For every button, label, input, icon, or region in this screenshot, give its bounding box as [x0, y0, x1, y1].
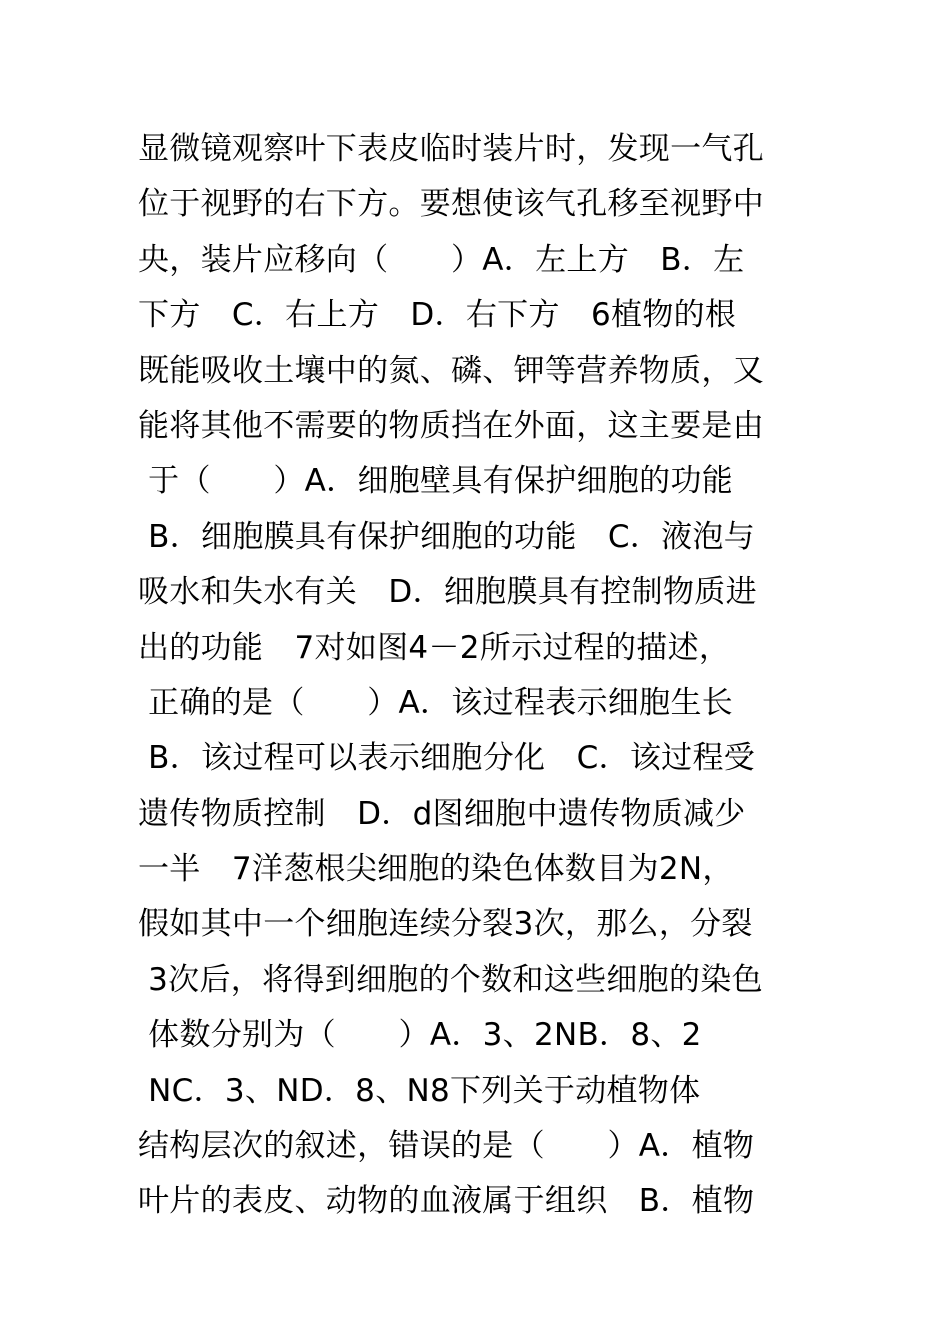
text-line: 结构层次的叙述，错误的是（ ）A．植物	[138, 1128, 755, 1165]
text-line: 于（ ）A．细胞壁具有保护细胞的功能	[138, 463, 734, 500]
body-text	[138, 122, 828, 1230]
text-line: 出的功能 7对如图4－2所示过程的描述，	[138, 629, 731, 666]
text-line: 正确的是（ ）A．该过程表示细胞生长	[138, 684, 734, 721]
text-line: B．细胞膜具有保护细胞的功能 C．液泡与	[138, 518, 756, 555]
text-line: 既能吸收土壤中的氮、磷、钾等营养物质，又	[138, 352, 764, 389]
text-line: 3次后，将得到细胞的个数和这些细胞的染色	[138, 961, 763, 998]
text-line: 显微镜观察叶下表皮临时装片时，发现一气孔	[138, 131, 764, 167]
text-line: B．该过程可以表示细胞分化 C．该过程受	[138, 740, 756, 777]
text-line: NC．3、ND．8、N8下列关于动植物体	[138, 1072, 701, 1109]
text-line: 央，装片应移向（ ）A．左上方 B．左	[138, 241, 745, 278]
text-line: 能将其他不需要的物质挡在外面，这主要是由	[138, 407, 764, 444]
text-line: 一半 7洋葱根尖细胞的染色体数目为2N，	[138, 851, 734, 888]
text-line: 叶片的表皮、动物的血液属于组织 B．植物	[138, 1183, 755, 1220]
text-line: 假如其中一个细胞连续分裂3次，那么，分裂	[138, 906, 753, 943]
text-line: 下方 C．右上方 D．右下方 6植物的根	[138, 297, 737, 334]
text-line: 遗传物质控制 D．d图细胞中遗传物质减少	[138, 795, 746, 832]
text-line: 吸水和失水有关 D．细胞膜具有控制物质进	[138, 574, 757, 611]
text-line: 位于视野的右下方。要想使该气孔移至视野中	[138, 186, 764, 223]
text-line: 体数分别为（ ）A．3、2NB．8、2	[138, 1017, 702, 1054]
